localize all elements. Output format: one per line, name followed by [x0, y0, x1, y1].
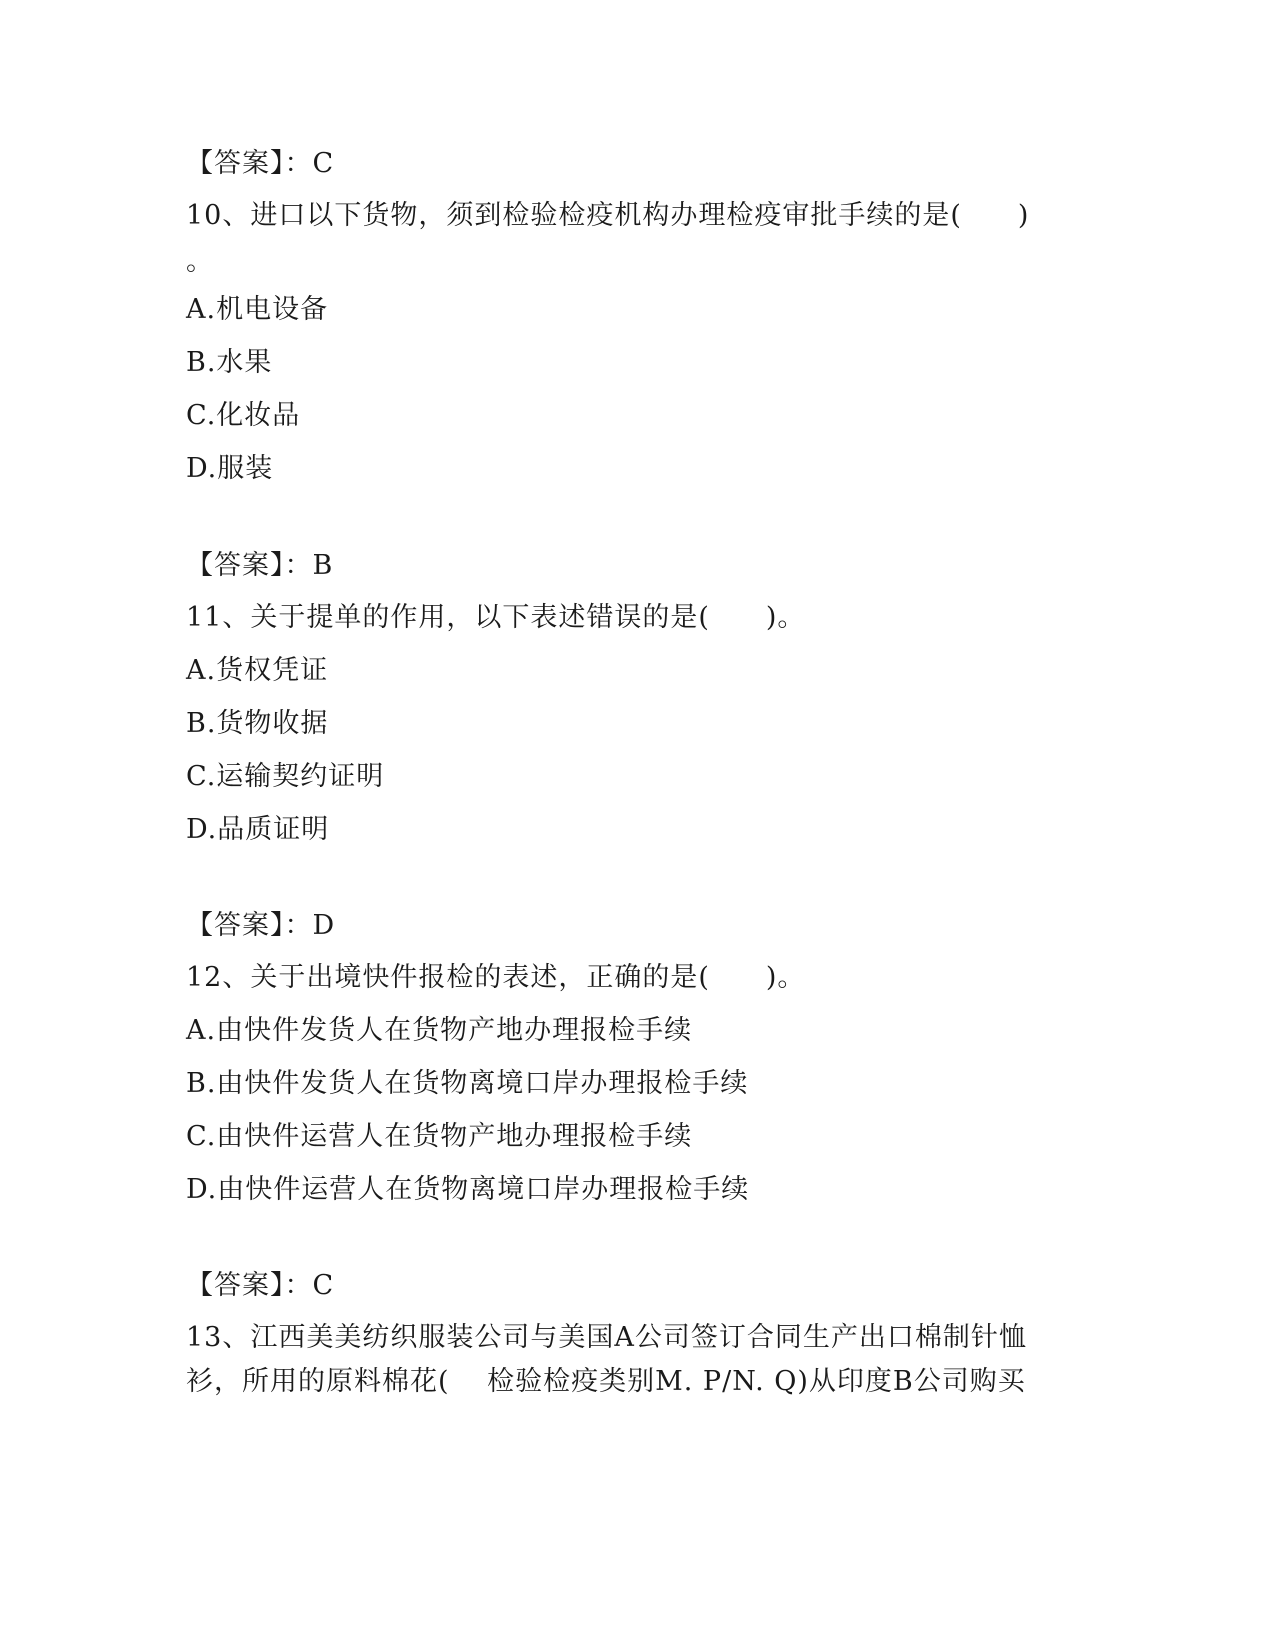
option-b: B.货物收据 [186, 708, 329, 739]
option-a: A.由快件发货人在货物产地办理报检手续 [186, 1015, 693, 1046]
option-d: D.品质证明 [186, 814, 330, 845]
answer-label: 【答案】：C [186, 1270, 335, 1301]
option-d: D.服装 [186, 453, 274, 484]
option-c: C.化妆品 [186, 400, 301, 431]
question-text: 11、关于提单的作用，以下表述错误的是( )。 [186, 602, 806, 633]
option-a: A.货权凭证 [186, 655, 329, 686]
answer-label: 【答案】：B [186, 550, 334, 581]
option-c: C.由快件运营人在货物产地办理报检手续 [186, 1121, 693, 1152]
option-c: C.运输契约证明 [186, 761, 385, 792]
answer-label: 【答案】：D [186, 910, 336, 941]
answer-label: 【答案】：C [186, 148, 335, 179]
question-text: 。 [186, 246, 214, 277]
question-text: 12、关于出境快件报检的表述，正确的是( )。 [186, 962, 806, 993]
option-b: B.由快件发货人在货物离境口岸办理报检手续 [186, 1068, 749, 1099]
question-text: 衫，所用的原料棉花( 检验检疫类别M. P/N. Q)从印度B公司购买 [186, 1366, 1026, 1397]
question-text: 10、进口以下货物，须到检验检疫机构办理检疫审批手续的是( ) [186, 200, 1030, 231]
question-text: 13、江西美美纺织服装公司与美国A公司签订合同生产出口棉制针恤 [186, 1322, 1027, 1353]
option-a: A.机电设备 [186, 294, 329, 325]
option-b: B.水果 [186, 347, 273, 378]
option-d: D.由快件运营人在货物离境口岸办理报检手续 [186, 1174, 750, 1205]
